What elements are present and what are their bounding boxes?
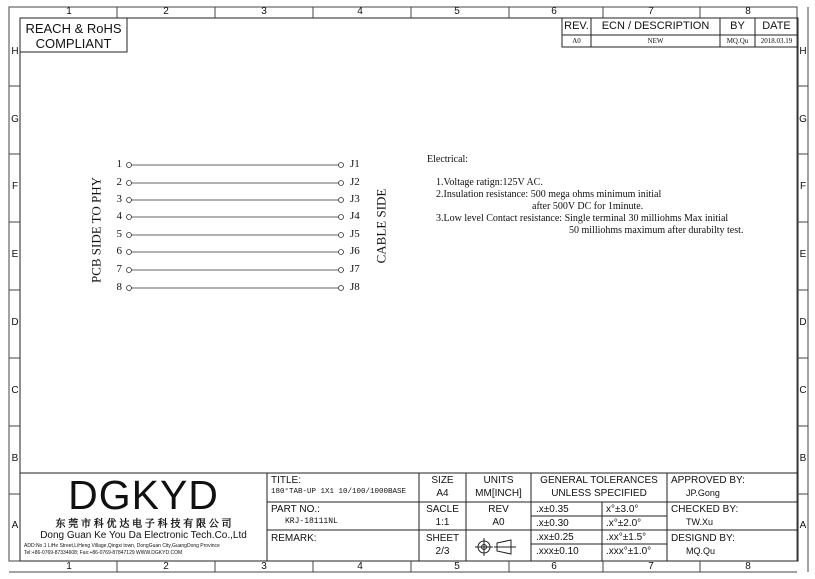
title-label: TITLE: [271, 475, 302, 486]
compliance-label [20, 21, 127, 51]
sheet-label: SHEET [425, 533, 460, 544]
zone-column-bottom-1: 1 [66, 561, 72, 572]
pcb-pin-terminal-3 [127, 198, 132, 203]
cable-side-label: CABLE SIDE [373, 188, 389, 264]
units-value: MM[INCH] [475, 488, 522, 499]
cable-pin-terminal-2 [339, 181, 344, 186]
cable-pin-label-3: J3 [350, 193, 360, 205]
tolerance-linear-2: .x±0.30 [536, 518, 569, 529]
pcb-side-label: PCB SIDE TO PHY [88, 176, 104, 284]
tolerance-angular-1: x°±3.0° [606, 504, 639, 515]
pcb-pin-label-5: 5 [116, 228, 122, 240]
checked-label: CHECKED BY: [671, 504, 739, 515]
pcb-pin-label-3: 3 [116, 193, 122, 205]
zone-column-bottom-4: 4 [357, 561, 363, 572]
cable-pin-label-4: J4 [350, 210, 360, 222]
zone-column-bottom-3: 3 [261, 561, 267, 572]
remark-label: REMARK: [271, 533, 317, 544]
zone-column-bottom-7: 7 [648, 561, 654, 572]
tolerances-title-1: GENERAL TOLERANCES [540, 475, 658, 486]
cable-pin-terminal-3 [339, 198, 344, 203]
date-header: DATE [762, 20, 791, 32]
company-logo: DGKYD [68, 472, 219, 518]
company-name-cn: 东 莞 市 科 优 达 电 子 科 技 有 限 公 司 [55, 519, 232, 530]
cable-pin-terminal-4 [339, 215, 344, 220]
zone-row-right-B: B [799, 453, 807, 464]
zone-column-bottom-5: 5 [454, 561, 460, 572]
pcb-pin-terminal-4 [127, 215, 132, 220]
tolerance-linear-4: .xxx±0.10 [536, 546, 579, 557]
zone-column-top-1: 1 [66, 6, 72, 17]
tolerances-title-2: UNLESS SPECIFIED [551, 488, 647, 499]
by-value: MQ.Qu [726, 37, 749, 45]
pcb-pin-terminal-1 [127, 163, 132, 168]
electrical-line-5: 50 milliohms maximum after durabilty test. [569, 225, 744, 236]
partno-label: PART NO.: [271, 504, 320, 515]
zone-row-right-H: H [799, 46, 807, 57]
size-value: A4 [436, 488, 449, 499]
pcb-pin-terminal-8 [127, 286, 132, 291]
compliance-line-2: COMPLIANT [35, 36, 112, 51]
date-value: 2018.03.19 [760, 37, 793, 45]
zone-row-right-C: C [799, 385, 807, 396]
pcb-pin-label-1: 1 [116, 158, 122, 170]
approved-label: APPROVED BY: [671, 475, 745, 486]
rev-header: REV. [564, 20, 589, 32]
ecn-value: NEW [647, 37, 664, 45]
zone-row-right-F: F [799, 181, 807, 192]
partno-value: KRJ-18111NL [285, 517, 338, 526]
size-label: SIZE [431, 475, 454, 486]
zone-column-bottom-8: 8 [745, 561, 751, 572]
zone-column-top-7: 7 [648, 6, 654, 17]
zone-row-right-E: E [799, 249, 807, 260]
zone-row-left-C: C [11, 385, 19, 396]
ecn-header: ECN / DESCRIPTION [601, 20, 710, 32]
zone-column-top-5: 5 [454, 6, 460, 17]
cable-pin-label-1: J1 [350, 158, 360, 170]
cable-pin-label-8: J8 [350, 281, 360, 293]
tolerance-angular-3: .xx°±1.5° [606, 532, 647, 543]
designed-value: MQ.Qu [686, 546, 716, 556]
zone-row-right-A: A [799, 520, 807, 531]
zone-row-right-D: D [799, 317, 807, 328]
pcb-pin-terminal-6 [127, 250, 132, 255]
pcb-pin-label-4: 4 [116, 210, 122, 222]
scale-label: SACLE [426, 504, 459, 515]
rev-label: REV [488, 504, 509, 515]
zone-column-bottom-2: 2 [163, 561, 169, 572]
zone-row-left-H: H [11, 46, 19, 57]
company-address: ADD:No.1 LiHe Street,LiHeng Village,Qingxi town, DongGuan City,GuangDong Province [24, 543, 220, 549]
pcb-pin-label-2: 2 [116, 176, 122, 188]
checked-value: TW.Xu [686, 517, 714, 527]
pcb-pin-terminal-2 [127, 181, 132, 186]
units-label: UNITS [483, 475, 514, 486]
pcb-pin-label-6: 6 [116, 245, 122, 257]
electrical-line-3: after 500V DC for 1minute. [532, 201, 644, 212]
title-value: 180°TAB-UP 1X1 10/100/1000BASE [271, 488, 407, 496]
zone-row-left-B: B [11, 453, 19, 464]
designed-label: DESIGND BY: [671, 533, 735, 544]
pcb-pin-label-7: 7 [116, 263, 122, 275]
zone-column-top-6: 6 [551, 6, 557, 17]
rev-value-block: A0 [492, 517, 505, 528]
company-name-en: Dong Guan Ke You Da Electronic Tech.Co.,Ltd [40, 530, 247, 541]
electrical-title: Electrical: [427, 154, 469, 165]
rev-value: A0 [572, 37, 581, 45]
scale-value: 1:1 [435, 517, 450, 528]
tolerance-angular-2: .x°±2.0° [606, 518, 642, 529]
cable-pin-terminal-8 [339, 286, 344, 291]
zone-column-top-3: 3 [261, 6, 267, 17]
tolerance-linear-3: .xx±0.25 [536, 532, 574, 543]
cable-pin-label-2: J2 [350, 176, 360, 188]
zone-column-top-2: 2 [163, 6, 169, 17]
pcb-pin-terminal-5 [127, 233, 132, 238]
pcb-pin-terminal-7 [127, 268, 132, 273]
zone-row-left-E: E [11, 249, 19, 260]
cable-pin-terminal-1 [339, 163, 344, 168]
zone-column-top-8: 8 [745, 6, 751, 17]
tolerance-angular-4: .xxx°±1.0° [606, 546, 652, 557]
zone-row-left-F: F [11, 181, 19, 192]
approved-value: JP.Gong [686, 488, 720, 498]
zone-column-top-4: 4 [357, 6, 363, 17]
cable-pin-terminal-7 [339, 268, 344, 273]
zone-row-left-G: G [11, 114, 19, 125]
company-contact: Tel:+86-0769-87334608; Fax:+86-0769-87847129 WWW.DGKYD.COM [24, 550, 183, 556]
cable-pin-label-6: J6 [350, 245, 360, 257]
cable-pin-label-7: J7 [350, 263, 360, 275]
cable-pin-label-5: J5 [350, 228, 360, 240]
zone-column-bottom-6: 6 [551, 561, 557, 572]
electrical-line-1: 1.Voltage ratign:125V AC. [436, 177, 543, 188]
pcb-pin-label-8: 8 [116, 281, 122, 293]
zone-row-left-D: D [11, 317, 19, 328]
by-header: BY [730, 20, 745, 32]
tolerance-linear-1: .x±0.35 [536, 504, 569, 515]
cable-pin-terminal-5 [339, 233, 344, 238]
zone-row-right-G: G [799, 114, 807, 125]
electrical-line-2: 2.Insulation resistance: 500 mega ohms minimum initial [436, 189, 662, 200]
electrical-line-4: 3.Low level Contact resistance: Single terminal 30 milliohms Max initial [436, 213, 729, 224]
cable-pin-terminal-6 [339, 250, 344, 255]
compliance-line-1: REACH & RoHS [25, 21, 122, 36]
zone-row-left-A: A [11, 520, 19, 531]
sheet-value: 2/3 [435, 546, 450, 557]
